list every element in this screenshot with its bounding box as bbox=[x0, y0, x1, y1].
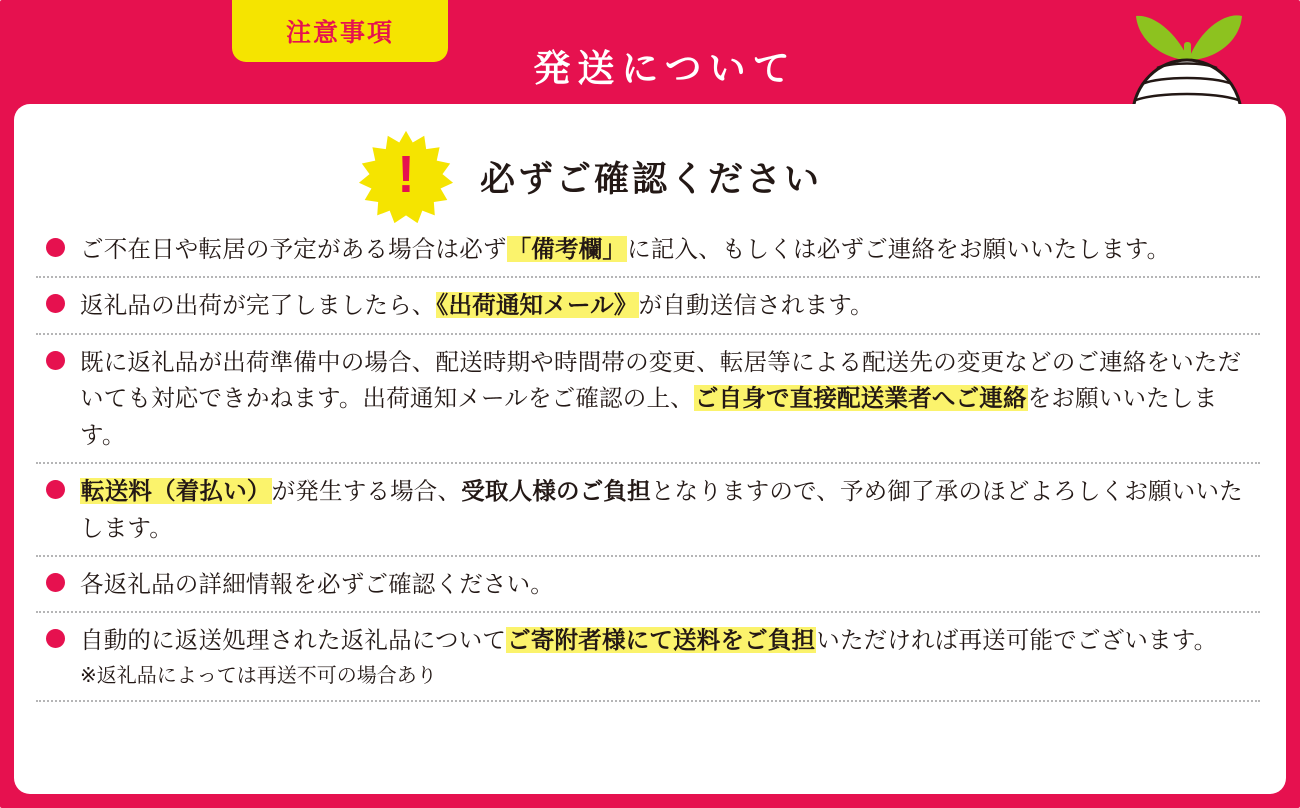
notice-list bbox=[14, 222, 1286, 702]
text-segment: をお願いいたします。 bbox=[80, 385, 1218, 448]
text-segment: が発生する場合、 bbox=[271, 478, 462, 505]
highlight-segment: ご寄附者様にて送料をご負担 bbox=[507, 627, 816, 654]
list-item bbox=[36, 335, 1260, 464]
list-item bbox=[36, 464, 1260, 557]
text-segment: に記入、もしくは必ずご連絡をお願いいたします。 bbox=[627, 236, 1171, 262]
bullet-icon bbox=[46, 629, 65, 648]
list-item bbox=[36, 557, 1260, 613]
bold-segment: 受取人様のご負担 bbox=[461, 478, 651, 505]
exclamation-mark: ! bbox=[397, 146, 415, 204]
card-heading-row bbox=[14, 104, 1286, 222]
list-item-note: ※返礼品によっては再送不可の場合あり bbox=[80, 664, 437, 687]
page-title: 発送について bbox=[533, 48, 797, 89]
highlight-segment: 「備考欄」 bbox=[507, 236, 627, 262]
list-item-text bbox=[80, 473, 1260, 546]
text-segment: 返礼品の出荷が完了しましたら、 bbox=[80, 292, 436, 319]
list-item bbox=[36, 278, 1260, 334]
bullet-icon bbox=[46, 573, 65, 592]
exclamation-burst-icon bbox=[358, 129, 454, 225]
list-item-text bbox=[80, 231, 1260, 267]
bullet-icon bbox=[46, 294, 65, 313]
text-segment: ご不在日や転居の予定がある場合は必ず bbox=[80, 236, 507, 262]
text-segment: 既に返礼品が出荷準備中の場合、配送時期や時間帯の変更、転居等による配送先の変更などのご連絡をいただいても対応できかねます。出荷通知メールをご確認の上、 bbox=[80, 348, 1242, 412]
text-segment: 各返礼品の詳細情報を必ずご確認ください。 bbox=[80, 570, 554, 597]
bullet-icon bbox=[46, 238, 65, 257]
notice-card bbox=[14, 104, 1286, 794]
list-item-text bbox=[80, 287, 1260, 323]
notice-badge-label: 注意事項 bbox=[285, 19, 394, 47]
highlight-segment: ご自身で直接配送業者へご連絡 bbox=[694, 385, 1027, 412]
card-heading: 必ずご確認ください bbox=[479, 160, 822, 199]
text-segment: が自動送信されます。 bbox=[638, 292, 874, 319]
text-segment: となりますので、予め御了承のほどよろしくお願いいたします。 bbox=[80, 478, 1243, 541]
list-item bbox=[36, 613, 1260, 701]
text-segment: いただければ再送可能でございます。 bbox=[816, 627, 1218, 654]
bullet-icon bbox=[46, 480, 65, 499]
highlight-segment: 転送料（着払い） bbox=[81, 478, 271, 505]
list-item-text bbox=[80, 566, 1260, 602]
text-segment: 自動的に返送処理された返礼品について bbox=[80, 627, 507, 654]
list-item bbox=[36, 222, 1260, 278]
bullet-icon bbox=[46, 351, 65, 370]
list-item-text bbox=[80, 622, 1260, 658]
highlight-segment: 《出荷通知メール》 bbox=[436, 292, 638, 319]
list-item-text bbox=[80, 344, 1260, 453]
